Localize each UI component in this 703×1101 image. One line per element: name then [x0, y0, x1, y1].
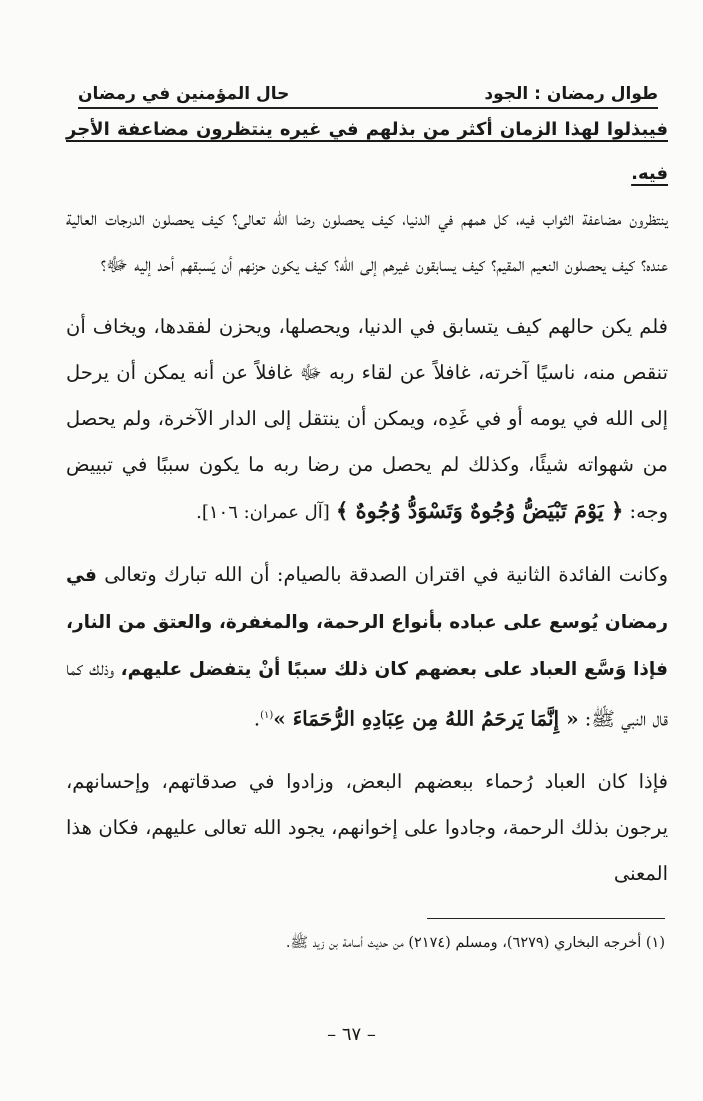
- paragraph-3-mid: وذلك كما قال النبي ﷺ:: [66, 657, 668, 731]
- paragraph-3-intro: وكانت الفائدة الثانية في اقتران الصدقة بالصيام: أن الله تبارك وتعالى: [104, 563, 669, 586]
- main-text: [66, 108, 668, 897]
- verse-reference: [آل عمران: ١٠٦].: [196, 502, 330, 523]
- quran-verse: ﴿ يَوْمَ تَبْيَضُّ وُجُوهٌ وَتَسْوَدُّ وُجُوهٌ ﴾: [336, 498, 624, 523]
- header-book-title: حال المؤمنين في رمضان: [78, 84, 290, 104]
- paragraph-1: ينتظرون مضاعفة الثواب فيه، كل همهم في الدنيا، كيف يحصلون رضا الله تعالى؟ كيف يحصلون الدرجات العالية عنده؟ كيف يحصلون النعيم المقيم؟ كيف يسابقون غيرهم إلى الله؟ كيف يكون حزنهم أن يَسبقهم أحد إليه ﷻ؟: [66, 207, 668, 276]
- running-header: [78, 74, 658, 109]
- hadith-quote: « إِنَّمَا يَرحَمُ اللهُ مِن عِبَادِهِ الرُّحَمَاءَ »: [273, 706, 579, 731]
- paragraph-2: [66, 304, 668, 536]
- section-heading: فيبذلوا لهذا الزمان أكثر من بذلهم في غيره ينتظرون مضاعفة الأجر فيه.: [66, 119, 668, 184]
- paragraph-2-text: فلم يكن حالهم كيف يتسابق في الدنيا، ويحصلها، ويحزن لفقدها، ويخاف أن تنقص منه، ناسيًا آخرته، غافلاً عن لقاء ربه ﷻ غافلاً عن أنه يمكن أن يرحل إلى الله في يومه أو في غَدِه، ويمكن أن ينتقل إلى الدار الآخرة، ولم يحصل من شهواته شيئًا، وكذلك لم يحصل من رضا ربه ما يكون سببًا في تبييض وجه:: [66, 315, 668, 523]
- footnote: (١) أخرجه البخاري (٦٢٧٩)، ومسلم (٢١٧٤) من حديث أسامة بن زيد ﷺ.: [285, 935, 665, 951]
- paragraph-3-bold: في رمضان يُوسع على عباده بأنواع الرحمة، والمغفرة، والعتق من النار، فإذا وَسَّع العباد على بعضهم كان ذلك سببًا أنْ يتفضل عليهم،: [66, 565, 668, 680]
- footnote-marker[interactable]: (١): [260, 710, 274, 721]
- header-chapter-title: طوال رمضان : الجود: [484, 84, 658, 104]
- page-number: – ٦٧ –: [327, 1024, 376, 1045]
- paragraph-3: وكانت الفائدة الثانية في اقتران الصدقة بالصيام: أن الله تبارك وتعالى في رمضان يُوسع على عباده بأنواع الرحمة، والمغفرة، والعتق من النار، فإذا وَسَّع العباد على بعضهم كان ذلك سببًا أنْ يتفضل عليهم، وذلك كما قال النبي ﷺ: « إِنَّمَا يَرحَمُ اللهُ مِن عِبَادِهِ الرُّحَمَاءَ »$^{(١)}$.: [66, 563, 669, 731]
- footnote-divider: [427, 918, 665, 919]
- paragraph-4: فإذا كان العباد رُحماء ببعضهم البعض، وزادوا في صدقاتهم، وإحسانهم، يرجون بذلك الرحمة، وجادوا على إخوانهم، يجود الله تعالى عليهم، فكان هذا المعنى: [66, 769, 668, 885]
